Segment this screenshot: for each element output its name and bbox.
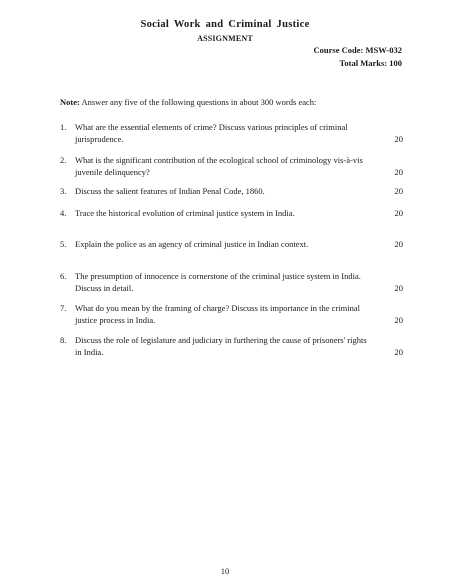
page-number: 10 [220,566,230,576]
question-number: 4. [60,208,67,218]
document-subtitle: ASSIGNMENT [197,34,253,43]
question-marks: 20 [394,347,403,357]
question-text: The presumption of innocence is cornerstone of the criminal justice system in India. Discuss in detail. [75,271,361,293]
question-marks: 20 [394,134,403,144]
question-text: Trace the historical evolution of criminal justice system in India. [75,208,295,218]
question-marks: 20 [394,208,403,218]
question-text: What is the significant contribution of the ecological school of criminology vis-à-vis juvenile delinquency? [75,155,363,177]
question-text: Discuss the role of legislature and judiciary in furthering the cause of prisoners' rights in India. [75,335,367,357]
document-title: Social Work and Criminal Justice [140,19,310,30]
question-text: Explain the police as an agency of criminal justice in Indian context. [75,239,309,249]
question-number: 2. [60,155,67,165]
question-text: Discuss the salient features of Indian Penal Code, 1860. [75,186,265,196]
question-text: What do you mean by the framing of charge? Discuss its importance in the criminal justice process in India. [75,303,360,325]
instructions-note [60,97,400,107]
question-marks: 20 [394,315,403,325]
question-marks: 20 [394,167,403,177]
note-label: Note: [60,97,80,107]
question-text: What are the essential elements of crime? Discuss various principles of criminal jurisprudence. [75,122,348,144]
total-marks: Total Marks: 100 [339,58,402,68]
question-number: 6. [60,271,67,281]
question-number: 3. [60,186,67,196]
question-number: 7. [60,303,67,313]
course-code: Course Code: MSW-032 [313,45,402,55]
question-marks: 20 [394,186,403,196]
question-number: 1. [60,122,67,132]
note-text: Answer any five of the following questions in about 300 words each: [79,97,317,107]
question-marks: 20 [394,283,403,293]
question-number: 8. [60,335,67,345]
question-marks: 20 [394,239,403,249]
question-number: 5. [60,239,67,249]
